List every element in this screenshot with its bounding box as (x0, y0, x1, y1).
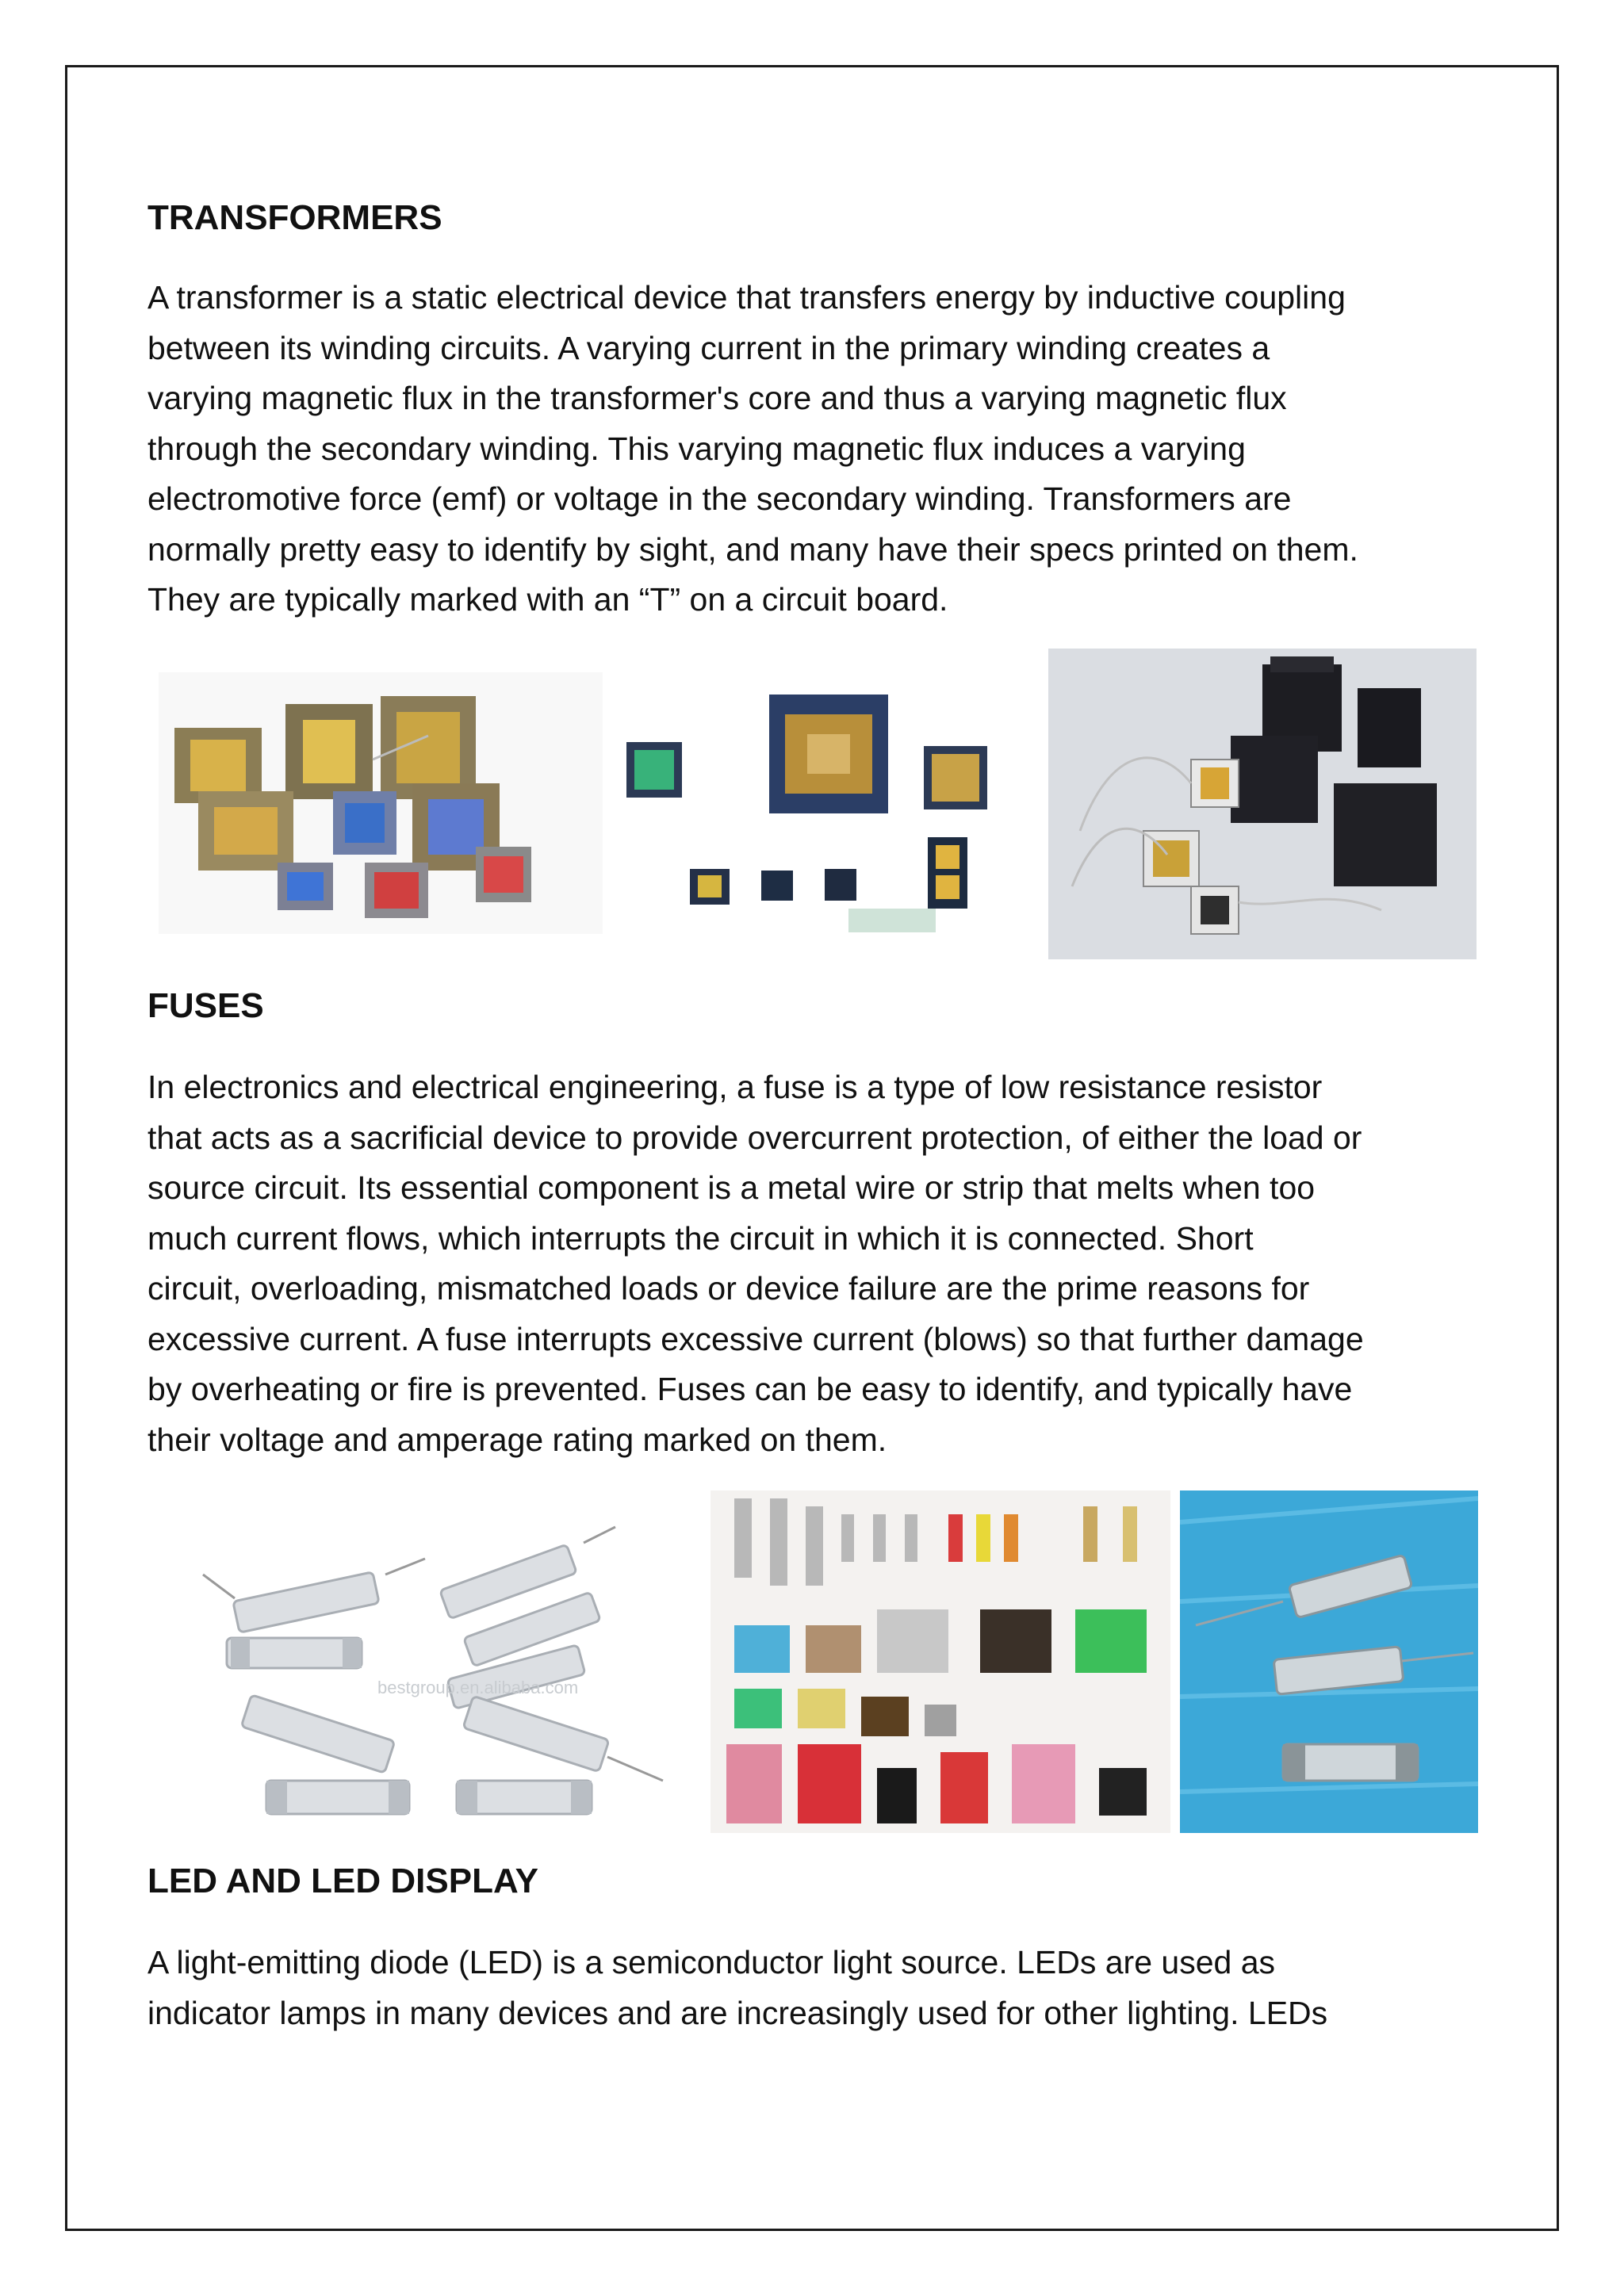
text-line: In electronics and electrical engineering, a fuse is a type of low resistance resistor (147, 1069, 1323, 1105)
fuses-paragraph (147, 1062, 1488, 1465)
text-line: A light-emitting diode (LED) is a semiconductor light source. LEDs are used as (147, 1944, 1276, 1980)
text-line: indicator lamps in many devices and are increasingly used for other lighting. LEDs (147, 1994, 1328, 2031)
transformer-photo-1 (159, 672, 603, 934)
transformer-photo-3 (1048, 649, 1477, 959)
watermark-text: bestgroup.en.alibaba.com (377, 1678, 579, 1697)
text-line: source circuit. Its essential component is a metal wire or strip that melts when too (147, 1169, 1316, 1206)
text-line: normally pretty easy to identify by sight, and many have their specs printed on them. (147, 530, 1358, 568)
text-line: that acts as a sacrificial device to provide overcurrent protection, of either the load or (147, 1119, 1362, 1156)
text-line: their voltage and amperage rating marked on them. (147, 1421, 887, 1458)
transformer-photo-2 (611, 671, 1039, 940)
section-heading-transformers: TRANSFORMERS (147, 198, 442, 237)
text-line: They are typically marked with an “T” on a circuit board. (147, 581, 948, 618)
led-paragraph (147, 1938, 1488, 2038)
transformers-paragraph (147, 273, 1488, 626)
text-line: electromotive force (emf) or voltage in the secondary winding. Transformers are (147, 480, 1292, 517)
section-heading-fuses: FUSES (147, 986, 264, 1025)
text-line: A transformer is a static electrical device that transfers energy by inductive coupling (147, 279, 1346, 316)
text-line: excessive current. A fuse interrupts excessive current (blows) so that further damage (147, 1320, 1364, 1357)
fuse-photo-2 (710, 1490, 1170, 1833)
fuse-photo-3 (1180, 1490, 1478, 1833)
text-line: varying magnetic flux in the transformer's core and thus a varying magnetic flux (147, 380, 1287, 416)
section-heading-led: LED AND LED DISPLAY (147, 1862, 539, 1900)
text-line: between its winding circuits. A varying current in the primary winding creates a (147, 329, 1270, 366)
text-line: circuit, overloading, mismatched loads or device failure are the prime reasons for (147, 1270, 1310, 1307)
text-line: much current flows, which interrupts the circuit in which it is connected. Short (147, 1219, 1254, 1257)
fuse-photo-1 (187, 1511, 695, 1835)
text-line: by overheating or fire is prevented. Fuses can be easy to identify, and typically have (147, 1371, 1353, 1407)
text-line: through the secondary winding. This varying magnetic flux induces a varying (147, 430, 1246, 467)
